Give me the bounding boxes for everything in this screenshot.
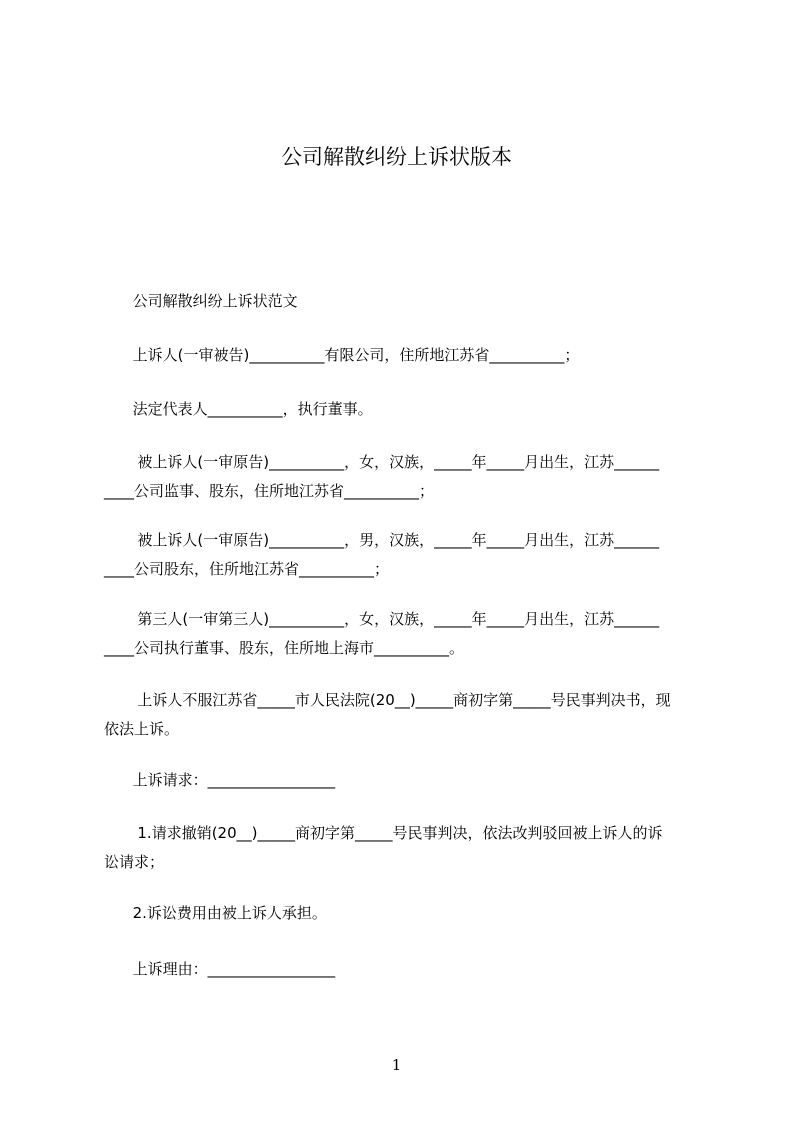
- paragraph-line: 依法上诉。: [104, 720, 180, 738]
- page-number: 1: [391, 1056, 402, 1074]
- paragraph-heading: [104, 287, 724, 316]
- paragraph-line: 1.请求撤销(20__)_____商初字第_____号民事判决，依法改判驳回被上诉人的诉: [104, 824, 663, 842]
- paragraph-appellee-1: [104, 448, 724, 506]
- paragraph-appeal-reasons-heading: [104, 955, 724, 984]
- paragraph-line: 上诉人不服江苏省_____市人民法院(20__)_____商初字第_____号民事判决书，现: [104, 691, 671, 709]
- paragraph-line: 公司解散纠纷上诉状范文: [104, 292, 298, 310]
- paragraph-appellant: [104, 341, 724, 370]
- document-title: 公司解散纠纷上诉状版本: [281, 145, 512, 169]
- paragraph-line: 讼请求；: [104, 853, 165, 871]
- paragraph-appeal-statement: [104, 686, 724, 744]
- paragraph-appellee-2: [104, 526, 724, 584]
- paragraph-line: 2.诉讼费用由被上诉人承担。: [104, 904, 327, 922]
- paragraph-line: 被上诉人(一审原告)__________，男，汉族，_____年_____月出生，江苏______: [104, 531, 660, 549]
- paragraph-line: 上诉请求：_________________: [104, 771, 336, 789]
- paragraph-third-party: [104, 605, 724, 663]
- paragraph-line: 法定代表人__________，执行董事。: [104, 400, 373, 418]
- paragraph-appeal-requests-heading: [104, 766, 724, 795]
- paragraph-line: ____公司监事、股东，住所地江苏省__________；: [104, 482, 435, 500]
- paragraph-line: 第三人(一审第三人)__________，女，汉族，_____年_____月出生，江苏______: [104, 610, 660, 628]
- paragraph-line: 上诉理由：_________________: [104, 960, 336, 978]
- paragraph-legal-representative: [104, 395, 724, 424]
- paragraph-line: ____公司执行董事、股东，住所地上海市__________。: [104, 639, 465, 657]
- paragraph-request-2: [104, 899, 724, 928]
- paragraph-line: 上诉人(一审被告)__________有限公司，住所地江苏省__________；: [104, 346, 580, 364]
- paragraph-request-1: [104, 819, 724, 877]
- paragraph-line: 被上诉人(一审原告)__________，女，汉族，_____年_____月出生，江苏______: [104, 453, 660, 471]
- paragraph-line: ____公司股东，住所地江苏省__________；: [104, 560, 390, 578]
